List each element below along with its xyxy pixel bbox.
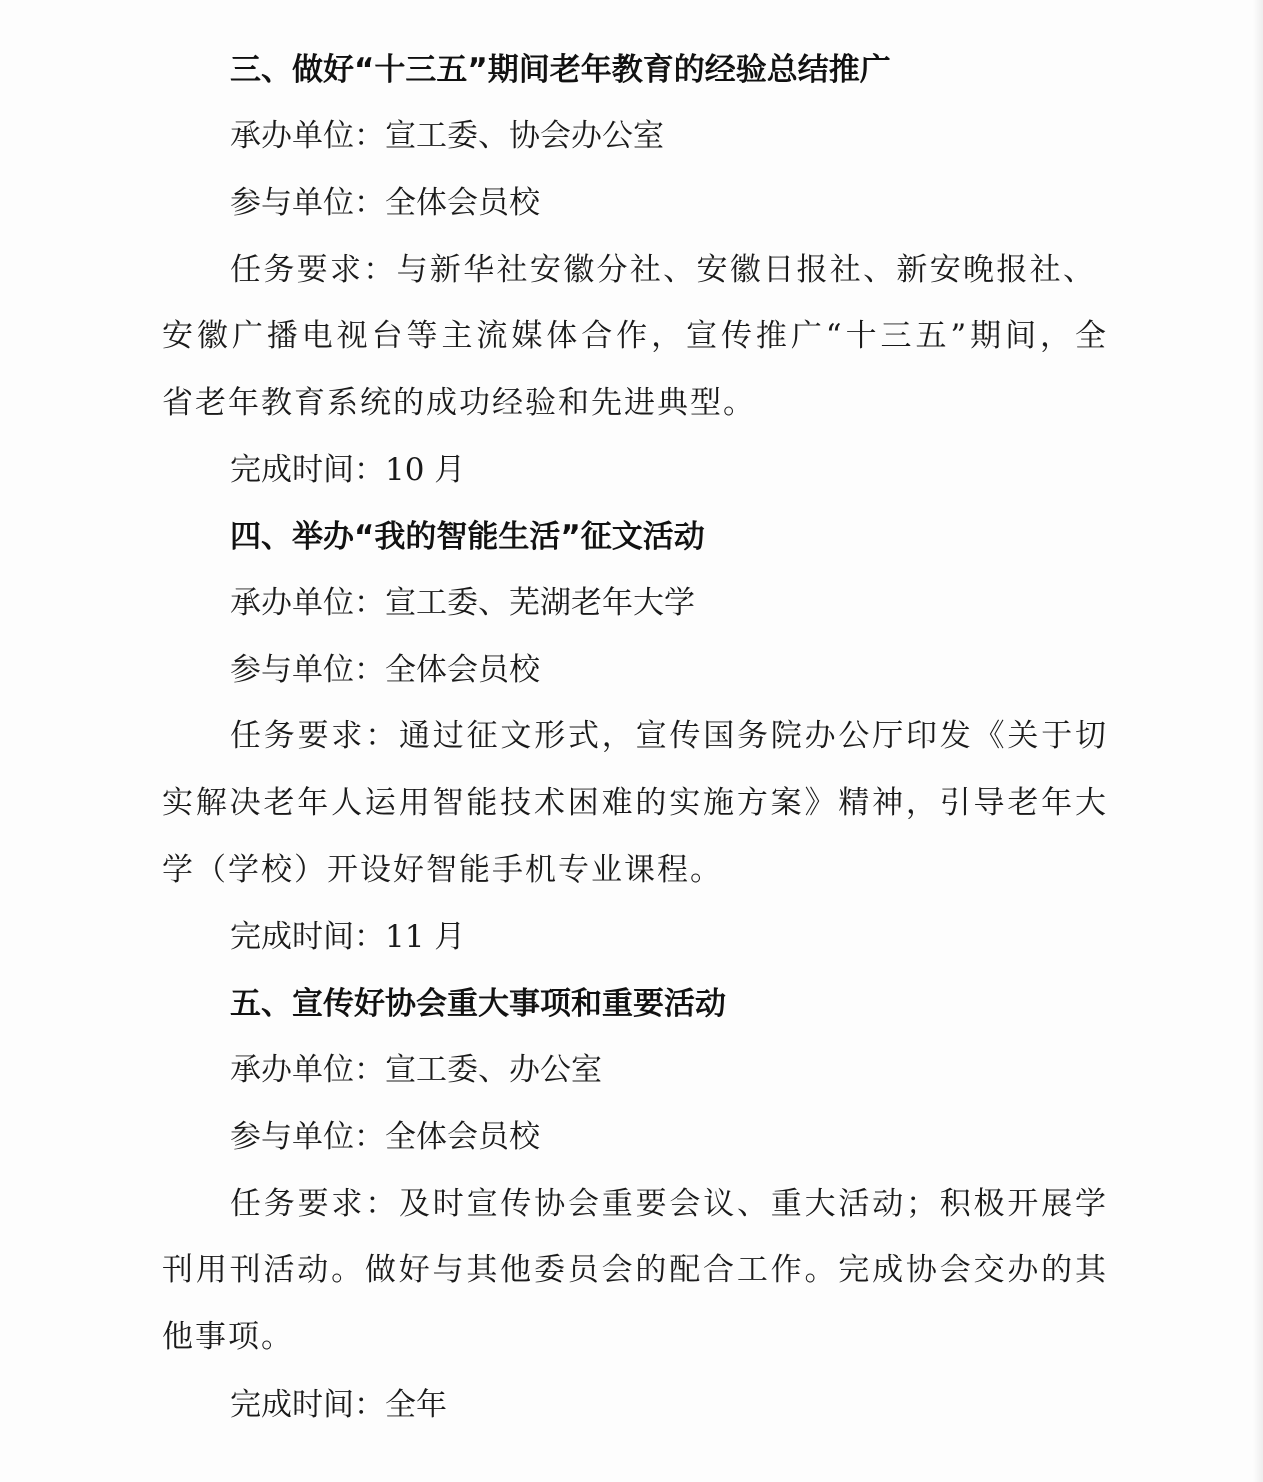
section-3-host-unit: 承办单位：宣工委、协会办公室 — [230, 118, 664, 154]
section-4-task-line-1: 任务要求：通过征文形式，宣传国务院办公厅印发《关于切 — [230, 718, 1106, 754]
section-4-deadline: 完成时间：11 月 — [230, 919, 466, 955]
section-4-heading: 四、举办“我的智能生活”征文活动 — [230, 519, 705, 555]
section-5-task-line-2: 刊用刊活动。做好与其他委员会的配合工作。完成协会交办的其 — [162, 1252, 1106, 1288]
section-5-task-line-1: 任务要求：及时宣传协会重要会议、重大活动；积极开展学 — [230, 1186, 1106, 1222]
section-5-participant-unit: 参与单位：全体会员校 — [230, 1119, 540, 1155]
section-3-heading: 三、做好“十三五”期间老年教育的经验总结推广 — [230, 52, 891, 88]
section-5-deadline: 完成时间：全年 — [230, 1387, 447, 1423]
section-5-host-unit: 承办单位：宣工委、办公室 — [230, 1052, 602, 1088]
section-3-task-line-1: 任务要求：与新华社安徽分社、安徽日报社、新安晚报社、 — [230, 252, 1094, 288]
section-4-participant-unit: 参与单位：全体会员校 — [230, 652, 540, 688]
section-4-host-unit: 承办单位：宣工委、芜湖老年大学 — [230, 585, 695, 621]
section-3-participant-unit: 参与单位：全体会员校 — [230, 185, 540, 221]
page-edge-shadow — [1253, 0, 1263, 1482]
section-5-task-line-3: 他事项。 — [162, 1319, 294, 1355]
section-3-task-line-3: 省老年教育系统的成功经验和先进典型。 — [162, 385, 756, 421]
section-4-task-line-2: 实解决老年人运用智能技术困难的实施方案》精神，引导老年大 — [162, 785, 1106, 821]
section-5-heading: 五、宣传好协会重大事项和重要活动 — [230, 986, 726, 1022]
section-3-task-line-2: 安徽广播电视台等主流媒体合作，宣传推广“十三五”期间，全 — [162, 318, 1106, 354]
section-3-deadline: 完成时间：10 月 — [230, 452, 466, 488]
section-4-task-line-3: 学（学校）开设好智能手机专业课程。 — [162, 852, 723, 888]
